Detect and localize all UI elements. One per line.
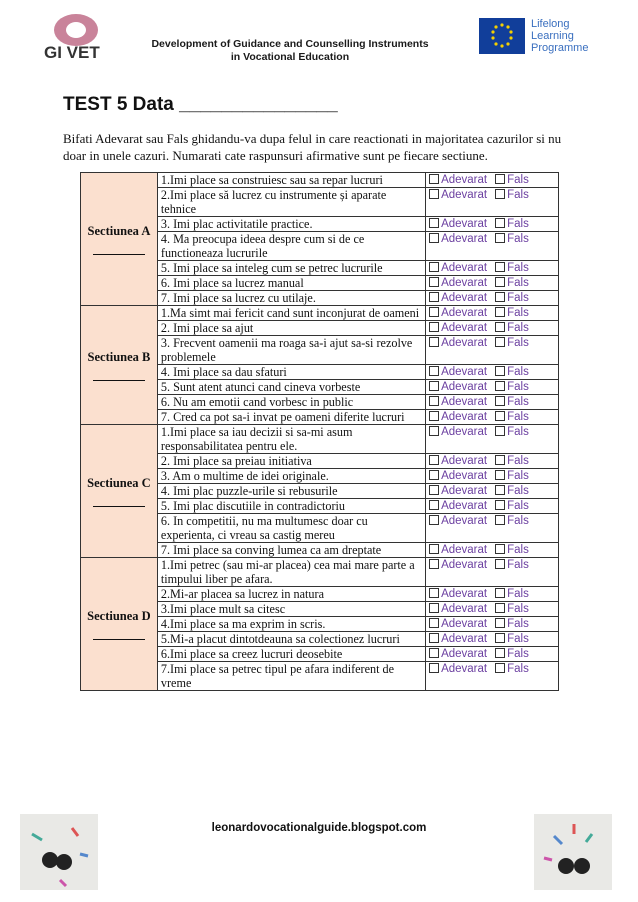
true-option[interactable] <box>429 396 487 408</box>
true-label: Adevarat <box>441 485 488 497</box>
false-option[interactable] <box>495 174 529 186</box>
llp-text-line2: Learning <box>531 30 574 42</box>
true-label: Adevarat <box>441 381 488 393</box>
true-label: Adevarat <box>441 189 488 201</box>
svg-text:GI VET: GI VET <box>44 43 100 62</box>
question-text: 3. Am o multime de idei originale. <box>157 469 425 484</box>
section-name: Sectiunea C <box>87 475 151 490</box>
true-checkbox[interactable] <box>429 544 439 554</box>
true-option[interactable] <box>429 426 487 438</box>
true-checkbox[interactable] <box>429 366 439 376</box>
false-label: Fals <box>507 588 529 600</box>
question-text: 6. In competitii, nu ma multumesc doar cu experienta, ci vreau sa castig mereu <box>157 514 425 543</box>
answer-cell <box>426 632 559 647</box>
true-label: Adevarat <box>441 455 488 467</box>
section-name: Sectiunea A <box>87 223 151 238</box>
section-name: Sectiunea D <box>87 608 151 623</box>
question-row <box>81 558 559 587</box>
true-option[interactable] <box>429 307 487 319</box>
false-checkbox[interactable] <box>495 544 505 554</box>
true-checkbox[interactable] <box>429 307 439 317</box>
true-option[interactable] <box>429 411 487 423</box>
true-option[interactable] <box>429 485 487 497</box>
answer-cell <box>426 662 559 691</box>
false-checkbox[interactable] <box>495 366 505 376</box>
question-text: 5.Mi-a placut dintotdeauna sa colectionez lucruri <box>157 632 425 647</box>
project-title-line1: Development of Guidance and Counselling Instruments <box>151 38 429 50</box>
false-option[interactable] <box>495 588 529 600</box>
false-label: Fals <box>507 366 529 378</box>
section-name: Sectiunea B <box>87 349 151 364</box>
true-option[interactable] <box>429 218 487 230</box>
question-row <box>81 173 559 188</box>
true-option[interactable] <box>429 544 487 556</box>
false-checkbox[interactable] <box>495 470 505 480</box>
false-label: Fals <box>507 470 529 482</box>
false-option[interactable] <box>495 218 529 230</box>
false-checkbox[interactable] <box>495 277 505 287</box>
true-label: Adevarat <box>441 174 488 186</box>
answer-cell <box>426 425 559 454</box>
false-label: Fals <box>507 411 529 423</box>
true-option[interactable] <box>429 233 487 245</box>
true-option[interactable] <box>429 588 487 600</box>
false-option[interactable] <box>495 544 529 556</box>
true-option[interactable] <box>429 189 487 201</box>
false-checkbox[interactable] <box>495 337 505 347</box>
false-label: Fals <box>507 277 529 289</box>
false-option[interactable] <box>495 366 529 378</box>
true-option[interactable] <box>429 455 487 467</box>
false-option[interactable] <box>495 396 529 408</box>
true-checkbox[interactable] <box>429 292 439 302</box>
false-option[interactable] <box>495 337 529 349</box>
answer-cell <box>426 276 559 291</box>
answer-cell <box>426 587 559 602</box>
false-checkbox[interactable] <box>495 233 505 243</box>
true-option[interactable] <box>429 515 487 527</box>
question-text: 1.Imi place sa iau decizii si sa-mi asum responsabilitatea pentru ele. <box>157 425 425 454</box>
section-score-blank[interactable] <box>93 380 145 381</box>
false-checkbox[interactable] <box>495 218 505 228</box>
false-checkbox[interactable] <box>495 307 505 317</box>
answer-cell <box>426 365 559 380</box>
question-text: 7. Imi place sa lucrez cu utilaje. <box>157 291 425 306</box>
true-label: Adevarat <box>441 396 488 408</box>
true-checkbox[interactable] <box>429 455 439 465</box>
true-checkbox[interactable] <box>429 633 439 643</box>
true-checkbox[interactable] <box>429 485 439 495</box>
question-text: 2.Mi-ar placea sa lucrez in natura <box>157 587 425 602</box>
true-label: Adevarat <box>441 544 488 556</box>
true-option[interactable] <box>429 277 487 289</box>
true-option[interactable] <box>429 633 487 645</box>
answer-cell <box>426 232 559 261</box>
project-title <box>140 38 440 64</box>
false-option[interactable] <box>495 648 529 660</box>
true-label: Adevarat <box>441 588 488 600</box>
true-label: Adevarat <box>441 603 488 615</box>
true-label: Adevarat <box>441 262 488 274</box>
false-option[interactable] <box>495 470 529 482</box>
true-checkbox[interactable] <box>429 426 439 436</box>
false-checkbox[interactable] <box>495 515 505 525</box>
question-text: 6. Imi place sa lucrez manual <box>157 276 425 291</box>
true-option[interactable] <box>429 618 487 630</box>
true-checkbox[interactable] <box>429 189 439 199</box>
true-checkbox[interactable] <box>429 663 439 673</box>
answer-cell <box>426 558 559 587</box>
true-checkbox[interactable] <box>429 411 439 421</box>
true-label: Adevarat <box>441 277 488 289</box>
givet-logo <box>40 12 122 74</box>
question-text: 3. Frecvent oamenii ma roaga sa-i ajut sa-si rezolve problemele <box>157 336 425 365</box>
false-checkbox[interactable] <box>495 174 505 184</box>
false-label: Fals <box>507 307 529 319</box>
false-label: Fals <box>507 633 529 645</box>
true-checkbox[interactable] <box>429 322 439 332</box>
false-label: Fals <box>507 174 529 186</box>
false-option[interactable] <box>495 292 529 304</box>
true-label: Adevarat <box>441 426 488 438</box>
false-checkbox[interactable] <box>495 500 505 510</box>
true-label: Adevarat <box>441 233 488 245</box>
true-checkbox[interactable] <box>429 470 439 480</box>
true-option[interactable] <box>429 174 487 186</box>
true-label: Adevarat <box>441 648 488 660</box>
llp-text-line3: Programme <box>531 42 589 54</box>
false-label: Fals <box>507 559 529 571</box>
true-label: Adevarat <box>441 663 488 675</box>
false-label: Fals <box>507 515 529 527</box>
false-checkbox[interactable] <box>495 559 505 569</box>
true-label: Adevarat <box>441 618 488 630</box>
true-label: Adevarat <box>441 366 488 378</box>
answer-cell <box>426 321 559 336</box>
true-checkbox[interactable] <box>429 218 439 228</box>
answer-cell <box>426 173 559 188</box>
question-text: 7. Cred ca pot sa-i invat pe oameni diferite lucruri <box>157 410 425 425</box>
llp-text-line1: Lifelong <box>531 18 570 30</box>
true-label: Adevarat <box>441 322 488 334</box>
false-option[interactable] <box>495 515 529 527</box>
true-label: Adevarat <box>441 500 488 512</box>
false-label: Fals <box>507 648 529 660</box>
false-checkbox[interactable] <box>495 262 505 272</box>
false-label: Fals <box>507 337 529 349</box>
question-text: 4. Imi place sa dau sfaturi <box>157 365 425 380</box>
false-option[interactable] <box>495 633 529 645</box>
givet-logo-graphic <box>40 12 122 74</box>
false-checkbox[interactable] <box>495 292 505 302</box>
answer-cell <box>426 617 559 632</box>
footer-url: leonardovocationalguide.blogspot.com <box>211 822 427 834</box>
false-option[interactable] <box>495 559 529 571</box>
true-checkbox[interactable] <box>429 174 439 184</box>
true-label: Adevarat <box>441 559 488 571</box>
section-score-blank[interactable] <box>93 639 145 640</box>
answer-cell <box>426 647 559 662</box>
false-option[interactable] <box>495 455 529 467</box>
answer-cell <box>426 217 559 232</box>
false-label: Fals <box>507 396 529 408</box>
llp-text <box>531 18 588 54</box>
eu-flag-icon <box>479 18 525 54</box>
false-label: Fals <box>507 189 529 201</box>
true-label: Adevarat <box>441 411 488 423</box>
false-option[interactable] <box>495 663 529 675</box>
false-option[interactable] <box>495 381 529 393</box>
false-checkbox[interactable] <box>495 322 505 332</box>
true-option[interactable] <box>429 603 487 615</box>
true-option[interactable] <box>429 322 487 334</box>
question-text: 6. Nu am emotii cand vorbesc in public <box>157 395 425 410</box>
project-title-line2: in Vocational Education <box>230 51 350 63</box>
question-text: 5. Sunt atent atunci cand cineva vorbeste <box>157 380 425 395</box>
false-option[interactable] <box>495 262 529 274</box>
false-label: Fals <box>507 426 529 438</box>
true-option[interactable] <box>429 262 487 274</box>
question-text: 6.Imi place sa creez lucruri deosebite <box>157 647 425 662</box>
true-checkbox[interactable] <box>429 337 439 347</box>
false-option[interactable] <box>495 603 529 615</box>
section-score-blank[interactable] <box>93 506 145 507</box>
answer-cell <box>426 514 559 543</box>
false-checkbox[interactable] <box>495 618 505 628</box>
answer-cell <box>426 336 559 365</box>
question-text: 7.Imi place sa petrec tipul pe afara indiferent de vreme <box>157 662 425 691</box>
false-option[interactable] <box>495 189 529 201</box>
true-option[interactable] <box>429 663 487 675</box>
true-checkbox[interactable] <box>429 500 439 510</box>
false-checkbox[interactable] <box>495 426 505 436</box>
answer-cell <box>426 380 559 395</box>
question-text: 5. Imi place sa inteleg cum se petrec lucrurile <box>157 261 425 276</box>
true-checkbox[interactable] <box>429 396 439 406</box>
test-title: TEST 5 Data _______________ <box>63 94 338 115</box>
false-checkbox[interactable] <box>495 603 505 613</box>
false-option[interactable] <box>495 322 529 334</box>
true-checkbox[interactable] <box>429 262 439 272</box>
answer-cell <box>426 306 559 321</box>
false-label: Fals <box>507 218 529 230</box>
false-option[interactable] <box>495 426 529 438</box>
instructions: Bifati Adevarat sau Fals ghidandu-va dupa felul in care reactionati in majoritatea cazurilor si nu doar in unele cazuri. Numarati cate raspunsuri afirmative sunt pe fiecare sectiune. <box>63 131 562 163</box>
true-label: Adevarat <box>441 515 488 527</box>
question-text: 2. Imi place sa ajut <box>157 321 425 336</box>
true-label: Adevarat <box>441 218 488 230</box>
answer-cell <box>426 395 559 410</box>
false-label: Fals <box>507 618 529 630</box>
true-label: Adevarat <box>441 470 488 482</box>
true-option[interactable] <box>429 381 487 393</box>
answer-cell <box>426 499 559 514</box>
question-row <box>81 306 559 321</box>
true-checkbox[interactable] <box>429 515 439 525</box>
false-label: Fals <box>507 233 529 245</box>
question-text: 4.Imi place sa ma exprim in scris. <box>157 617 425 632</box>
section-cell <box>81 425 158 558</box>
answer-cell <box>426 188 559 217</box>
question-text: 2.Imi place să lucrez cu instrumente și aparate tehnice <box>157 188 425 217</box>
answer-cell <box>426 469 559 484</box>
true-option[interactable] <box>429 559 487 571</box>
question-text: 4. Ma preocupa ideea despre cum si de ce functioneaza lucrurile <box>157 232 425 261</box>
false-label: Fals <box>507 544 529 556</box>
false-option[interactable] <box>495 411 529 423</box>
false-checkbox[interactable] <box>495 485 505 495</box>
answer-cell <box>426 291 559 306</box>
true-checkbox[interactable] <box>429 603 439 613</box>
question-text: 3.Imi place mult sa citesc <box>157 602 425 617</box>
lifelong-learning-logo <box>479 18 599 58</box>
false-option[interactable] <box>495 618 529 630</box>
true-label: Adevarat <box>441 337 488 349</box>
false-checkbox[interactable] <box>495 455 505 465</box>
true-checkbox[interactable] <box>429 381 439 391</box>
answer-cell <box>426 543 559 558</box>
answer-cell <box>426 484 559 499</box>
true-option[interactable] <box>429 470 487 482</box>
false-checkbox[interactable] <box>495 633 505 643</box>
answer-cell <box>426 602 559 617</box>
false-option[interactable] <box>495 233 529 245</box>
true-label: Adevarat <box>441 633 488 645</box>
false-label: Fals <box>507 603 529 615</box>
false-label: Fals <box>507 500 529 512</box>
false-label: Fals <box>507 292 529 304</box>
section-cell <box>81 306 158 425</box>
false-checkbox[interactable] <box>495 588 505 598</box>
false-label: Fals <box>507 262 529 274</box>
true-checkbox[interactable] <box>429 618 439 628</box>
answer-cell <box>426 261 559 276</box>
false-checkbox[interactable] <box>495 411 505 421</box>
true-checkbox[interactable] <box>429 588 439 598</box>
false-checkbox[interactable] <box>495 648 505 658</box>
section-cell <box>81 558 158 691</box>
question-text: 5. Imi plac discutiile in contradictoriu <box>157 499 425 514</box>
true-checkbox[interactable] <box>429 277 439 287</box>
answer-cell <box>426 410 559 425</box>
false-label: Fals <box>507 322 529 334</box>
true-option[interactable] <box>429 292 487 304</box>
answer-cell <box>426 454 559 469</box>
false-label: Fals <box>507 455 529 467</box>
false-label: Fals <box>507 381 529 393</box>
true-checkbox[interactable] <box>429 233 439 243</box>
questionnaire-table <box>80 172 559 691</box>
true-option[interactable] <box>429 500 487 512</box>
question-text: 3. Imi plac activitatile practice. <box>157 217 425 232</box>
false-checkbox[interactable] <box>495 663 505 673</box>
question-row <box>81 425 559 454</box>
true-checkbox[interactable] <box>429 648 439 658</box>
false-checkbox[interactable] <box>495 381 505 391</box>
section-cell <box>81 173 158 306</box>
true-label: Adevarat <box>441 307 488 319</box>
question-text: 7. Imi place sa conving lumea ca am dreptate <box>157 543 425 558</box>
false-option[interactable] <box>495 307 529 319</box>
false-option[interactable] <box>495 500 529 512</box>
true-checkbox[interactable] <box>429 559 439 569</box>
question-text: 1.Ma simt mai fericit cand sunt inconjurat de oameni <box>157 306 425 321</box>
section-score-blank[interactable] <box>93 254 145 255</box>
question-text: 2. Imi place sa preiau initiativa <box>157 454 425 469</box>
true-option[interactable] <box>429 366 487 378</box>
false-option[interactable] <box>495 485 529 497</box>
true-option[interactable] <box>429 648 487 660</box>
question-text: 1.Imi petrec (sau mi-ar placea) cea mai mare parte a timpului liber pe afara. <box>157 558 425 587</box>
false-label: Fals <box>507 485 529 497</box>
false-label: Fals <box>507 663 529 675</box>
false-checkbox[interactable] <box>495 396 505 406</box>
false-option[interactable] <box>495 277 529 289</box>
true-label: Adevarat <box>441 292 488 304</box>
question-text: 4. Imi plac puzzle-urile si rebusurile <box>157 484 425 499</box>
question-text: 1.Imi place sa construiesc sau sa repar lucruri <box>157 173 425 188</box>
true-option[interactable] <box>429 337 487 349</box>
false-checkbox[interactable] <box>495 189 505 199</box>
